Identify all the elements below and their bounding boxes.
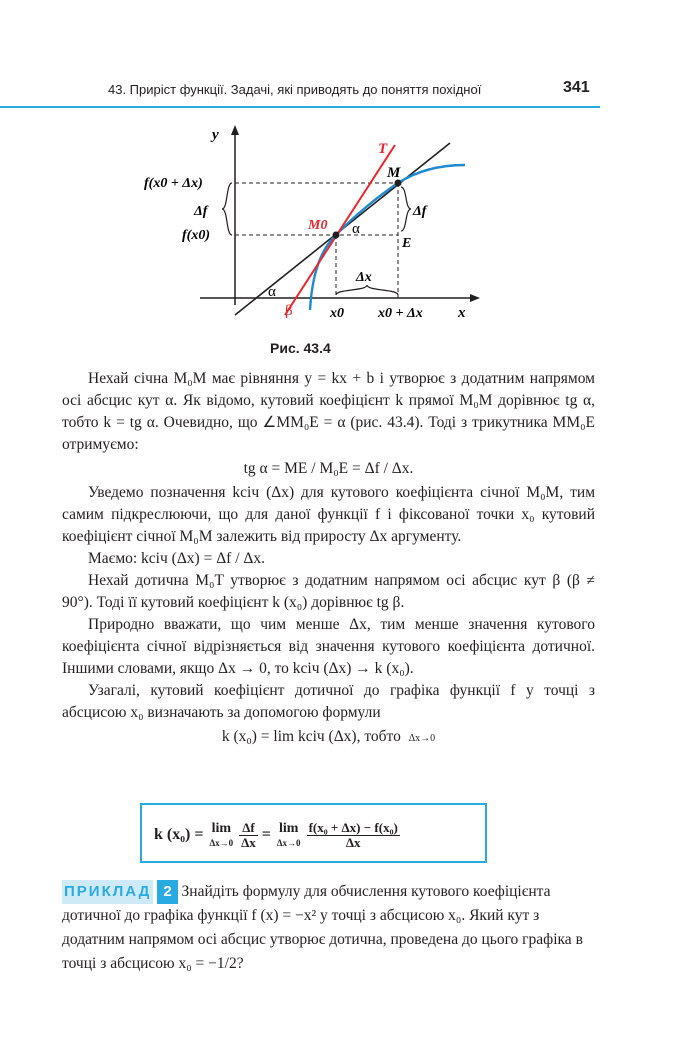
figure-43-4	[140, 125, 480, 335]
label-m: M	[387, 165, 401, 181]
example-number: 2	[157, 880, 177, 904]
function-curve	[310, 165, 465, 310]
label-m0: M0	[308, 218, 328, 233]
box-lhs: k (x₀) =	[154, 826, 204, 844]
chapter-title: 43. Приріст функції. Задачі, які приводять до поняття похідної	[108, 82, 482, 97]
paragraph-1: Нехай січна M₀M має рівняння y = kx + b і утворює з додатним напрямом осі абсцис кут α. Як відомо, кутовий коефіцієнт k прямої M₀M дорівнює tg α, тобто k = tg α. Очевидно, що ∠MM₀E = α (рис. 43.4). Тоді з трикутника MM₀E отримуємо:	[62, 370, 595, 453]
body-text	[62, 368, 595, 752]
page-number: 341	[563, 79, 590, 96]
paragraph-6: Узагалі, кутовий коефіцієнт дотичної до графіка функції f у точці з абсцисою x₀ визначають за допомогою формули	[62, 682, 595, 721]
label-f-x0: f(x0)	[182, 228, 210, 243]
formula-limit-text: k (x₀) = lim kсіч (Δx), тобто	[221, 728, 401, 745]
box-lim-2-sub: Δx→0	[276, 837, 301, 848]
point-m0	[333, 232, 340, 239]
box-df: Δf	[239, 821, 258, 836]
label-e: E	[402, 236, 412, 251]
figure-caption: Рис. 43.4	[270, 340, 331, 356]
label-x: x	[458, 305, 466, 321]
label-alpha-bottom: α	[268, 284, 276, 300]
formula-limit	[62, 726, 595, 750]
paragraph-5: Природно вважати, що чим менше Δx, тим менше значення кутового коефіцієнта січної відрізняється від значення кутового коефіцієнта дотичної. Іншими словами, якщо Δx → 0, то kсіч (Δx) → k (x₀).	[62, 616, 595, 677]
label-delta-f-right: Δf	[413, 204, 427, 219]
example-text: Знайдіть формулу для обчислення кутового коефіцієнта дотичної до графіка функції f (x) = −x² у точці з абсцисою x₀. Який кут з додатним напрямом осі абсцис утворює дотична, проведена до цього графіка в точці з абсцисою x₀ = −1/2?	[62, 883, 583, 972]
paragraph-2: Уведемо позначення kсіч (Δx) для кутового коефіцієнта січної M₀M, тим самим підкреслюючи, що для даної функції f і фіксованої точки x₀ кутовий коефіцієнт січної M₀M залежить від приросту Δx аргументу.	[62, 484, 595, 545]
box-lim-1: lim	[211, 820, 232, 836]
box-lim-2: lim	[279, 820, 299, 836]
paragraph-3: Маємо: kсіч (Δx) = Δf / Δx.	[88, 550, 265, 567]
label-delta-f-left: Δf	[194, 204, 208, 219]
x-axis-arrow	[470, 294, 480, 302]
box-lim-1-sub: Δx→0	[209, 837, 234, 848]
y-axis-arrow	[231, 125, 239, 135]
label-x0: x0	[330, 306, 344, 321]
highlighted-formula-box	[140, 803, 487, 863]
box-num: f(x₀ + Δx) − f(x₀)	[308, 820, 398, 835]
label-y: y	[212, 127, 219, 143]
paragraph-4: Нехай дотична M₀T утворює з додатним напрямом осі абсцис кут β (β ≠ 90°). Тоді її кутовий коефіцієнт k (x₀) дорівнює tg β.	[62, 572, 595, 611]
box-formula: k (x₀) = lim Δx→0 $\frac{\Delta f}{\Delta x}$ = lim Δx→0 $\frac{\text{f(x₀ + Δx) − f(x₀)}}{\Delta x}$	[154, 820, 398, 850]
label-alpha-top: α	[352, 221, 360, 237]
label-f-x0-dx: f(x0 + Δx)	[144, 176, 203, 191]
label-delta-x: Δx	[356, 270, 372, 285]
page-header	[0, 78, 600, 106]
label-beta: β	[285, 303, 293, 319]
header-rule	[0, 106, 600, 108]
formula-tg-alpha: tg α = ME / M₀E = Δf / Δx.	[243, 460, 414, 477]
label-x0-dx: x0 + Δx	[378, 306, 423, 321]
formula-limit-sub: Δx→0	[408, 733, 436, 744]
example-label: ПРИКЛАД	[62, 880, 153, 904]
example-block	[62, 880, 595, 976]
box-den: Δx	[345, 835, 361, 850]
label-t: T	[378, 141, 388, 157]
box-dx: Δx	[241, 835, 256, 850]
